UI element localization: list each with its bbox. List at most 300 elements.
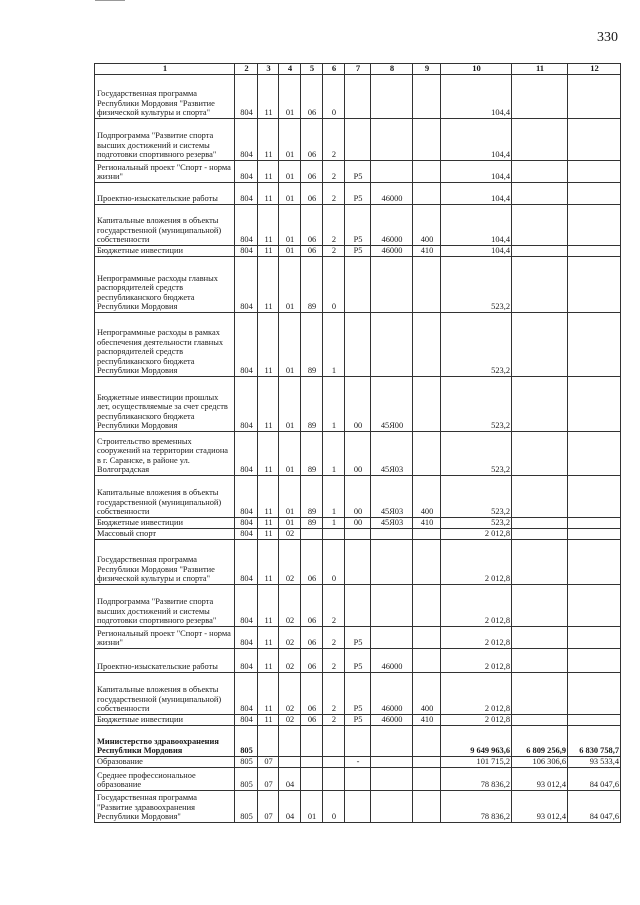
- code-cell: 46000: [371, 673, 413, 715]
- table-body: [95, 75, 621, 823]
- amount-cell: [512, 518, 568, 529]
- row-label: Государственная программа Республики Мордовия "Развитие физической культуры и спорта": [95, 540, 235, 585]
- amount-cell: [568, 75, 621, 119]
- table-row: [95, 313, 621, 377]
- code-cell: 01: [279, 205, 301, 246]
- column-header: 6: [323, 64, 345, 75]
- code-cell: 11: [258, 432, 279, 476]
- code-cell: 804: [235, 119, 258, 161]
- column-header: 4: [279, 64, 301, 75]
- code-cell: P5: [345, 161, 371, 183]
- code-cell: [413, 313, 441, 377]
- code-cell: 11: [258, 75, 279, 119]
- column-header: 11: [512, 64, 568, 75]
- code-cell: 06: [301, 246, 323, 257]
- amount-cell: [568, 161, 621, 183]
- code-cell: 01: [279, 119, 301, 161]
- code-cell: 804: [235, 540, 258, 585]
- table-row: [95, 529, 621, 540]
- code-cell: 07: [258, 791, 279, 823]
- amount-cell: [512, 161, 568, 183]
- table-row: [95, 627, 621, 649]
- code-cell: 46000: [371, 205, 413, 246]
- code-cell: 07: [258, 757, 279, 768]
- code-cell: 804: [235, 313, 258, 377]
- amount-cell: 2 012,8: [441, 627, 512, 649]
- code-cell: P5: [345, 205, 371, 246]
- code-cell: 01: [279, 257, 301, 313]
- code-cell: [371, 119, 413, 161]
- code-cell: [323, 726, 345, 757]
- code-cell: 804: [235, 529, 258, 540]
- code-cell: 01: [279, 313, 301, 377]
- row-label: Региональный проект "Спорт - норма жизни": [95, 627, 235, 649]
- code-cell: 804: [235, 585, 258, 627]
- code-cell: [413, 161, 441, 183]
- column-header: 5: [301, 64, 323, 75]
- amount-cell: 78 836,2: [441, 768, 512, 791]
- code-cell: 01: [279, 183, 301, 205]
- amount-cell: [512, 585, 568, 627]
- code-cell: [371, 768, 413, 791]
- page-number: 330: [597, 30, 618, 45]
- row-label: Бюджетные инвестиции: [95, 246, 235, 257]
- code-cell: [413, 119, 441, 161]
- code-cell: [301, 726, 323, 757]
- code-cell: 46000: [371, 649, 413, 673]
- code-cell: 11: [258, 518, 279, 529]
- code-cell: [345, 726, 371, 757]
- row-label: Строительство временных сооружений на территории стадиона в г. Саранске, в районе ул. Волгоградская: [95, 432, 235, 476]
- code-cell: 89: [301, 432, 323, 476]
- code-cell: 410: [413, 246, 441, 257]
- code-cell: 46000: [371, 715, 413, 726]
- amount-cell: [512, 246, 568, 257]
- code-cell: 06: [301, 649, 323, 673]
- code-cell: 89: [301, 313, 323, 377]
- code-cell: [345, 585, 371, 627]
- amount-cell: 101 715,2: [441, 757, 512, 768]
- code-cell: [413, 649, 441, 673]
- code-cell: 11: [258, 183, 279, 205]
- code-cell: 11: [258, 161, 279, 183]
- code-cell: 2: [323, 119, 345, 161]
- code-cell: 410: [413, 715, 441, 726]
- table-row: [95, 476, 621, 518]
- amount-cell: 106 306,6: [512, 757, 568, 768]
- code-cell: 0: [323, 791, 345, 823]
- code-cell: 2: [323, 161, 345, 183]
- amount-cell: 9 649 963,6: [441, 726, 512, 757]
- code-cell: [413, 529, 441, 540]
- code-cell: [279, 757, 301, 768]
- code-cell: 01: [279, 75, 301, 119]
- table-row: [95, 518, 621, 529]
- amount-cell: 104,4: [441, 246, 512, 257]
- code-cell: 89: [301, 518, 323, 529]
- code-cell: [413, 377, 441, 432]
- table-row: [95, 585, 621, 627]
- code-cell: [301, 529, 323, 540]
- code-cell: [413, 183, 441, 205]
- code-cell: 2: [323, 183, 345, 205]
- code-cell: 0: [323, 257, 345, 313]
- code-cell: 02: [279, 540, 301, 585]
- code-cell: 11: [258, 377, 279, 432]
- amount-cell: [568, 205, 621, 246]
- table-row: [95, 726, 621, 757]
- code-cell: [345, 75, 371, 119]
- row-label: Непрограммные расходы в рамках обеспечения деятельности главных распорядителей средств республиканского бюджета Республики Мордовия: [95, 313, 235, 377]
- amount-cell: [568, 476, 621, 518]
- code-cell: 00: [345, 518, 371, 529]
- code-cell: 11: [258, 119, 279, 161]
- code-cell: [301, 768, 323, 791]
- code-cell: 02: [279, 673, 301, 715]
- amount-cell: 104,4: [441, 75, 512, 119]
- code-cell: [413, 257, 441, 313]
- code-cell: [301, 757, 323, 768]
- code-cell: [345, 540, 371, 585]
- amount-cell: 93 012,4: [512, 791, 568, 823]
- row-label: Бюджетные инвестиции прошлых лет, осуществляемые за счет средств республиканского бюджета Республики Мордовия: [95, 377, 235, 432]
- amount-cell: 93 012,4: [512, 768, 568, 791]
- scan-mark: [95, 0, 125, 5]
- code-cell: 805: [235, 726, 258, 757]
- amount-cell: [512, 432, 568, 476]
- code-cell: 1: [323, 377, 345, 432]
- amount-cell: 6 809 256,9: [512, 726, 568, 757]
- amount-cell: 104,4: [441, 119, 512, 161]
- table-row: [95, 246, 621, 257]
- code-cell: P5: [345, 627, 371, 649]
- code-cell: 1: [323, 432, 345, 476]
- row-label: Массовый спорт: [95, 529, 235, 540]
- amount-cell: [568, 246, 621, 257]
- code-cell: 06: [301, 715, 323, 726]
- amount-cell: [568, 649, 621, 673]
- amount-cell: 523,2: [441, 432, 512, 476]
- code-cell: [413, 768, 441, 791]
- code-cell: [413, 585, 441, 627]
- amount-cell: [512, 257, 568, 313]
- code-cell: 06: [301, 673, 323, 715]
- amount-cell: [568, 313, 621, 377]
- code-cell: [413, 75, 441, 119]
- code-cell: 804: [235, 518, 258, 529]
- code-cell: 01: [279, 377, 301, 432]
- code-cell: 02: [279, 529, 301, 540]
- code-cell: [345, 313, 371, 377]
- code-cell: 00: [345, 432, 371, 476]
- table-row: [95, 257, 621, 313]
- row-label: Государственная программа "Развитие здравоохранения Республики Мордовия": [95, 791, 235, 823]
- code-cell: [413, 627, 441, 649]
- code-cell: 11: [258, 715, 279, 726]
- row-label: Подпрограмма "Развитие спорта высших достижений и системы подготовки спортивного резерва": [95, 585, 235, 627]
- amount-cell: 523,2: [441, 313, 512, 377]
- amount-cell: 2 012,8: [441, 529, 512, 540]
- code-cell: [345, 257, 371, 313]
- amount-cell: 78 836,2: [441, 791, 512, 823]
- amount-cell: [512, 119, 568, 161]
- column-header: 10: [441, 64, 512, 75]
- amount-cell: [512, 649, 568, 673]
- amount-cell: 2 012,8: [441, 585, 512, 627]
- code-cell: 11: [258, 313, 279, 377]
- amount-cell: [568, 585, 621, 627]
- code-cell: 804: [235, 673, 258, 715]
- code-cell: 2: [323, 205, 345, 246]
- code-cell: 11: [258, 540, 279, 585]
- code-cell: 45Я00: [371, 377, 413, 432]
- column-header: 12: [568, 64, 621, 75]
- row-label: Непрограммные расходы главных распорядителей средств республиканского бюджета Республики Мордовия: [95, 257, 235, 313]
- amount-cell: 523,2: [441, 518, 512, 529]
- code-cell: 1: [323, 313, 345, 377]
- code-cell: P5: [345, 649, 371, 673]
- code-cell: 01: [279, 518, 301, 529]
- row-label: Бюджетные инвестиции: [95, 518, 235, 529]
- code-cell: [258, 726, 279, 757]
- amount-cell: [568, 529, 621, 540]
- code-cell: [345, 791, 371, 823]
- code-cell: [371, 257, 413, 313]
- amount-cell: [512, 673, 568, 715]
- code-cell: 07: [258, 768, 279, 791]
- amount-cell: [512, 476, 568, 518]
- row-label: Образование: [95, 757, 235, 768]
- code-cell: 804: [235, 246, 258, 257]
- code-cell: 804: [235, 161, 258, 183]
- code-cell: [371, 791, 413, 823]
- amount-cell: [568, 518, 621, 529]
- code-cell: 04: [279, 791, 301, 823]
- amount-cell: 523,2: [441, 476, 512, 518]
- amount-cell: [568, 257, 621, 313]
- code-cell: 01: [301, 791, 323, 823]
- code-cell: [371, 75, 413, 119]
- code-cell: 2: [323, 715, 345, 726]
- code-cell: 11: [258, 627, 279, 649]
- code-cell: 06: [301, 585, 323, 627]
- table-row: [95, 540, 621, 585]
- code-cell: 46000: [371, 246, 413, 257]
- code-cell: 804: [235, 715, 258, 726]
- code-cell: -: [345, 757, 371, 768]
- code-cell: 11: [258, 257, 279, 313]
- row-label: Региональный проект "Спорт - норма жизни": [95, 161, 235, 183]
- table-row: [95, 768, 621, 791]
- code-cell: [371, 726, 413, 757]
- row-label: Проектно-изыскательские работы: [95, 183, 235, 205]
- code-cell: [371, 757, 413, 768]
- code-cell: 01: [279, 161, 301, 183]
- row-label: Капитальные вложения в объекты государственной (муниципальной) собственности: [95, 476, 235, 518]
- code-cell: 02: [279, 627, 301, 649]
- amount-cell: [568, 183, 621, 205]
- amount-cell: 104,4: [441, 183, 512, 205]
- code-cell: 804: [235, 627, 258, 649]
- amount-cell: 93 533,4: [568, 757, 621, 768]
- column-header: 9: [413, 64, 441, 75]
- amount-cell: [512, 205, 568, 246]
- code-cell: 11: [258, 649, 279, 673]
- code-cell: 2: [323, 246, 345, 257]
- column-header: 7: [345, 64, 371, 75]
- code-cell: [279, 726, 301, 757]
- code-cell: [345, 529, 371, 540]
- code-cell: P5: [345, 183, 371, 205]
- code-cell: P5: [345, 715, 371, 726]
- budget-table: [94, 63, 621, 823]
- code-cell: [371, 161, 413, 183]
- amount-cell: [568, 540, 621, 585]
- code-cell: 02: [279, 585, 301, 627]
- amount-cell: [512, 529, 568, 540]
- code-cell: 45Я03: [371, 476, 413, 518]
- table-row: [95, 377, 621, 432]
- code-cell: 400: [413, 673, 441, 715]
- code-cell: 45Я03: [371, 432, 413, 476]
- code-cell: [371, 540, 413, 585]
- code-cell: 2: [323, 627, 345, 649]
- amount-cell: [512, 183, 568, 205]
- amount-cell: [568, 377, 621, 432]
- code-cell: 804: [235, 432, 258, 476]
- column-header: 1: [95, 64, 235, 75]
- code-cell: 02: [279, 715, 301, 726]
- row-label: Капитальные вложения в объекты государственной (муниципальной) собственности: [95, 205, 235, 246]
- table-row: [95, 119, 621, 161]
- code-cell: [413, 757, 441, 768]
- row-label: Министерство здравоохранения Республики Мордовия: [95, 726, 235, 757]
- row-label: Проектно-изыскательские работы: [95, 649, 235, 673]
- amount-cell: 6 830 758,7: [568, 726, 621, 757]
- amount-cell: [568, 432, 621, 476]
- amount-cell: 2 012,8: [441, 649, 512, 673]
- code-cell: [413, 791, 441, 823]
- code-cell: 46000: [371, 183, 413, 205]
- table-row: [95, 183, 621, 205]
- code-cell: 06: [301, 205, 323, 246]
- table-row: [95, 673, 621, 715]
- amount-cell: 104,4: [441, 161, 512, 183]
- code-cell: 06: [301, 627, 323, 649]
- code-cell: [323, 757, 345, 768]
- code-cell: 11: [258, 205, 279, 246]
- amount-cell: 104,4: [441, 205, 512, 246]
- code-cell: 2: [323, 649, 345, 673]
- table-row: [95, 161, 621, 183]
- amount-cell: 2 012,8: [441, 715, 512, 726]
- code-cell: 804: [235, 205, 258, 246]
- table-row: [95, 649, 621, 673]
- code-cell: 45Я03: [371, 518, 413, 529]
- code-cell: 06: [301, 75, 323, 119]
- code-cell: 1: [323, 476, 345, 518]
- code-cell: 0: [323, 540, 345, 585]
- table-row: [95, 757, 621, 768]
- row-label: Капитальные вложения в объекты государственной (муниципальной) собственности: [95, 673, 235, 715]
- column-header: 3: [258, 64, 279, 75]
- code-cell: 804: [235, 649, 258, 673]
- amount-cell: [512, 313, 568, 377]
- code-cell: 804: [235, 183, 258, 205]
- code-cell: [323, 529, 345, 540]
- code-cell: 01: [279, 246, 301, 257]
- code-cell: 00: [345, 377, 371, 432]
- code-cell: [413, 726, 441, 757]
- code-cell: [371, 529, 413, 540]
- code-cell: 0: [323, 75, 345, 119]
- code-cell: 02: [279, 649, 301, 673]
- amount-cell: 2 012,8: [441, 540, 512, 585]
- code-cell: 89: [301, 257, 323, 313]
- code-cell: 06: [301, 119, 323, 161]
- amount-cell: [512, 377, 568, 432]
- amount-cell: [568, 673, 621, 715]
- code-cell: 00: [345, 476, 371, 518]
- table-row: [95, 432, 621, 476]
- code-cell: [413, 432, 441, 476]
- amount-cell: 2 012,8: [441, 673, 512, 715]
- code-cell: P5: [345, 673, 371, 715]
- code-cell: 804: [235, 476, 258, 518]
- code-cell: [345, 119, 371, 161]
- table-row: [95, 75, 621, 119]
- code-cell: 06: [301, 161, 323, 183]
- code-cell: 805: [235, 757, 258, 768]
- code-cell: 1: [323, 518, 345, 529]
- header-row: [95, 64, 621, 75]
- code-cell: 06: [301, 183, 323, 205]
- code-cell: 11: [258, 476, 279, 518]
- column-header: 8: [371, 64, 413, 75]
- code-cell: 804: [235, 377, 258, 432]
- amount-cell: [568, 119, 621, 161]
- row-label: Бюджетные инвестиции: [95, 715, 235, 726]
- code-cell: 11: [258, 246, 279, 257]
- amount-cell: [512, 627, 568, 649]
- code-cell: 410: [413, 518, 441, 529]
- amount-cell: 523,2: [441, 377, 512, 432]
- code-cell: 804: [235, 257, 258, 313]
- code-cell: 2: [323, 585, 345, 627]
- code-cell: 804: [235, 75, 258, 119]
- amount-cell: [568, 715, 621, 726]
- table-row: [95, 791, 621, 823]
- code-cell: 89: [301, 377, 323, 432]
- code-cell: [371, 585, 413, 627]
- code-cell: 400: [413, 476, 441, 518]
- code-cell: [371, 627, 413, 649]
- row-label: Подпрограмма "Развитие спорта высших достижений и системы подготовки спортивного резерва": [95, 119, 235, 161]
- code-cell: 06: [301, 540, 323, 585]
- amount-cell: [512, 75, 568, 119]
- code-cell: P5: [345, 246, 371, 257]
- code-cell: [345, 768, 371, 791]
- code-cell: 11: [258, 529, 279, 540]
- code-cell: 04: [279, 768, 301, 791]
- amount-cell: 84 047,6: [568, 791, 621, 823]
- amount-cell: 84 047,6: [568, 768, 621, 791]
- code-cell: 400: [413, 205, 441, 246]
- amount-cell: [512, 540, 568, 585]
- row-label: Государственная программа Республики Мордовия "Развитие физической культуры и спорта": [95, 75, 235, 119]
- code-cell: [371, 313, 413, 377]
- column-header: 2: [235, 64, 258, 75]
